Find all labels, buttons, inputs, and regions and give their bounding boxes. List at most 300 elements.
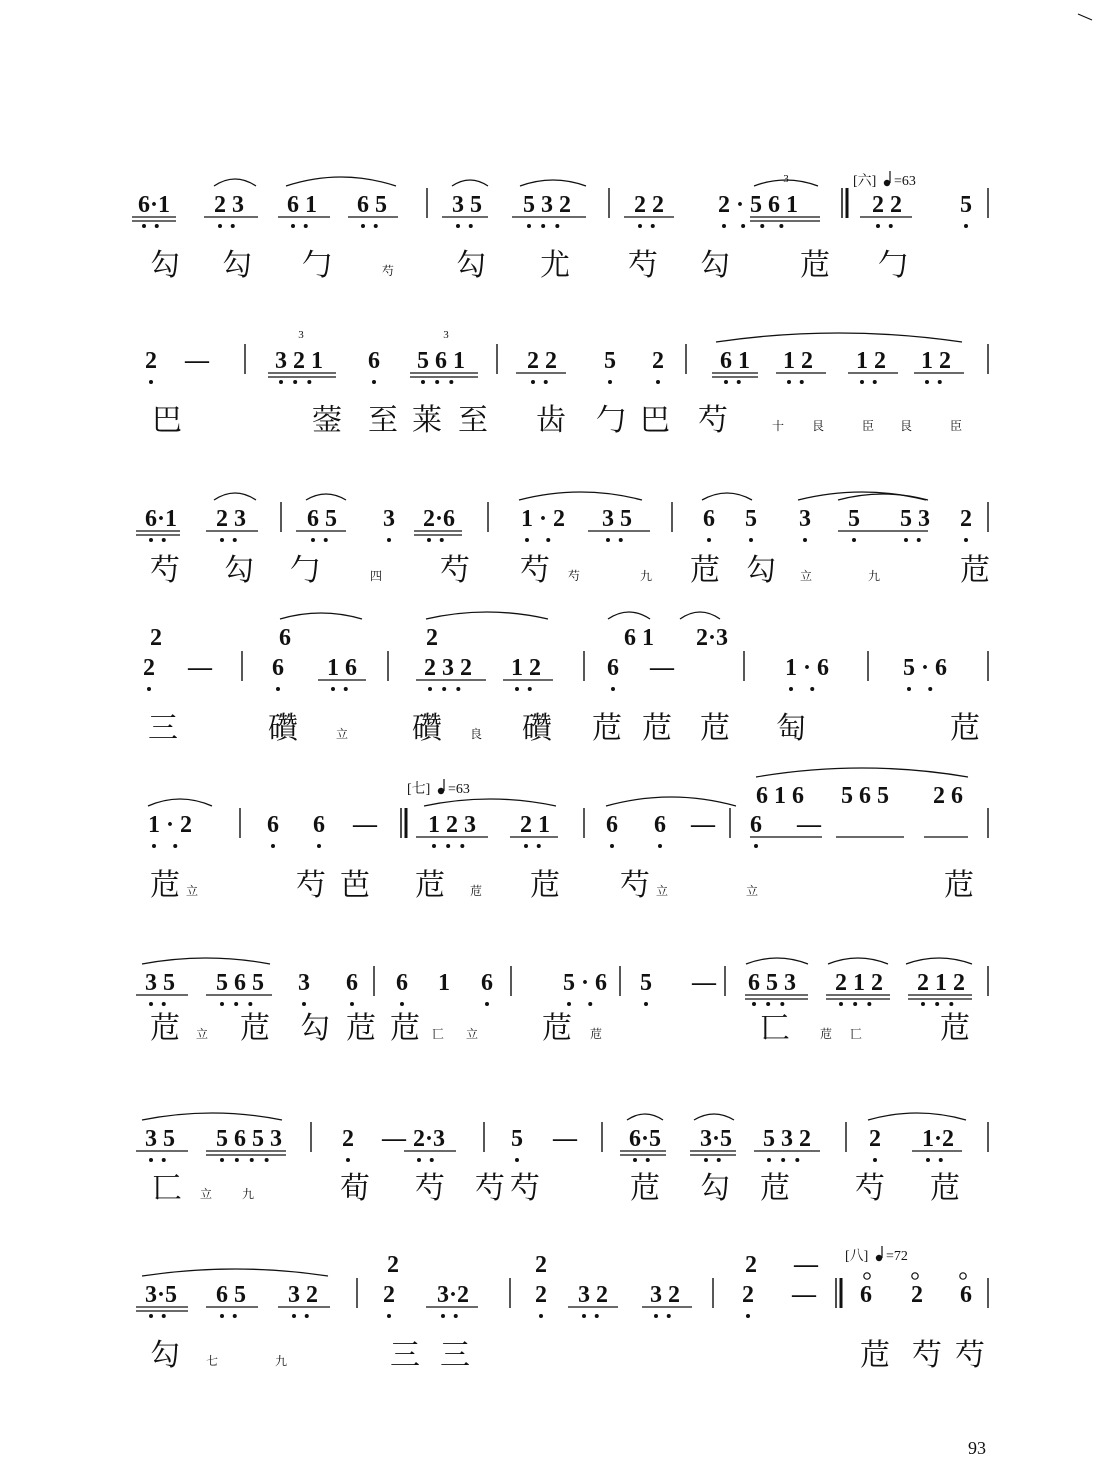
jianpu-note: 5 6 1 <box>417 348 465 374</box>
jianzi-tablature-char: 苊 <box>590 1027 603 1041</box>
jianpu-note: 2 3 2 <box>424 655 472 681</box>
jianzi-tablature-char: 苊 <box>960 553 990 588</box>
slur-arc <box>838 494 928 500</box>
jianpu-note: 2 2 <box>527 348 557 374</box>
upper-voice-note: 6 1 6 <box>756 783 804 809</box>
jianzi-tablature-char: 苊 <box>415 868 445 903</box>
octave-dot <box>302 1002 306 1006</box>
octave-dot <box>651 224 655 228</box>
jianzi-tablature-char: 勾 <box>746 553 776 588</box>
jianzi-tablature-char: 苊 <box>940 1011 970 1046</box>
octave-dot <box>149 380 153 384</box>
octave-dot <box>149 1314 153 1318</box>
octave-dot <box>250 1158 254 1162</box>
jianzi-tablature-char: 勹 <box>596 403 626 438</box>
octave-dot <box>610 844 614 848</box>
slur-arc <box>280 613 362 619</box>
jianpu-note: 6 <box>313 812 325 838</box>
octave-dot <box>749 538 753 542</box>
jianzi-tablature-char: 立 <box>746 884 759 898</box>
octave-dot <box>430 1158 434 1162</box>
jianzi-tablature-char: 立 <box>200 1187 213 1201</box>
triplet-mark: 3 <box>298 329 304 341</box>
jianpu-note: 2 1 <box>520 812 550 838</box>
jianpu-note: 3 2 1 <box>275 348 323 374</box>
jianzi-tablature-char: 勾 <box>456 248 486 283</box>
octave-dot <box>928 687 932 691</box>
jianpu-note: 1 <box>438 970 450 996</box>
upper-voice-note: 2 <box>150 625 162 651</box>
octave-dot <box>939 1158 943 1162</box>
octave-dot <box>925 380 929 384</box>
octave-dot <box>619 538 623 542</box>
jianpu-note: 3 2 <box>578 1282 608 1308</box>
jianpu-note: 2 <box>383 1282 395 1308</box>
jianzi-tablature-char: 臣 <box>862 419 875 433</box>
jianpu-note: 2·6 <box>423 506 456 532</box>
octave-dot <box>852 538 856 542</box>
octave-dot <box>220 1158 224 1162</box>
jianpu-note: 6 5 <box>307 506 337 532</box>
harmonic-circle <box>960 1273 966 1279</box>
slur-arc <box>142 1269 328 1276</box>
jianzi-tablature-char: 四 <box>370 569 383 583</box>
octave-dot <box>173 844 177 848</box>
octave-dot <box>152 844 156 848</box>
octave-dot <box>305 1314 309 1318</box>
jianzi-tablature-char: 立 <box>466 1027 479 1041</box>
jianzi-tablature-char: 齿 <box>536 403 566 438</box>
jianzi-tablature-char: 立 <box>656 884 669 898</box>
jianzi-tablature-char: 芍 <box>912 1338 942 1373</box>
jianpu-note: 2 <box>652 348 664 374</box>
jianpu-note: — <box>188 655 212 681</box>
harmonic-circle <box>864 1273 870 1279</box>
jianpu-note: 3 5 <box>145 1126 175 1152</box>
octave-dot <box>544 380 548 384</box>
jianpu-note: 1·2 <box>922 1126 955 1152</box>
jianzi-tablature-char: 匸 <box>850 1027 863 1041</box>
jianzi-tablature-char: 苊 <box>642 711 672 746</box>
jianpu-note: 6 1 <box>287 192 317 218</box>
jianzi-tablature-char: 苊 <box>944 868 974 903</box>
octave-dot <box>527 224 531 228</box>
jianpu-note: 1 · 6 <box>785 655 830 681</box>
jianzi-tablature-char: 苊 <box>690 553 720 588</box>
jianzi-tablature-char: 苊 <box>930 1171 960 1206</box>
octave-dot <box>162 538 166 542</box>
octave-dot <box>555 224 559 228</box>
quarter-note-icon <box>438 788 444 794</box>
jianpu-note: 3·5 <box>700 1126 733 1152</box>
octave-dot <box>155 224 159 228</box>
upper-voice-note: 6 1 <box>624 625 654 651</box>
octave-dot <box>644 1002 648 1006</box>
slur-arc <box>702 493 752 500</box>
octave-dot <box>220 1002 224 1006</box>
tempo-value: =63 <box>894 174 916 189</box>
octave-dot <box>387 538 391 542</box>
jianpu-note: 3 5 <box>452 192 482 218</box>
octave-dot <box>803 538 807 542</box>
jianzi-tablature-char: 勾 <box>700 248 730 283</box>
octave-dot <box>515 687 519 691</box>
octave-dot <box>810 687 814 691</box>
octave-dot <box>779 224 783 228</box>
jianzi-tablature-char: 十 <box>772 419 785 433</box>
octave-dot <box>541 224 545 228</box>
jianpu-note: 5 <box>640 970 652 996</box>
slur-arc <box>519 492 642 500</box>
jianzi-tablature-char: 芍 <box>382 264 395 278</box>
octave-dot <box>248 1002 252 1006</box>
jianzi-tablature-char: 立 <box>196 1027 209 1041</box>
jianzi-tablature-char: 勹 <box>302 248 332 283</box>
octave-dot <box>291 224 295 228</box>
octave-dot <box>741 224 745 228</box>
scan-corner-mark <box>1078 14 1092 20</box>
slur-arc <box>606 797 736 806</box>
jianpu-note: 2 <box>535 1282 547 1308</box>
octave-dot <box>515 1158 519 1162</box>
jianpu-note: 2 1 2 <box>917 970 965 996</box>
octave-dot <box>876 224 880 228</box>
jianpu-note: — <box>650 655 674 681</box>
octave-dot <box>531 380 535 384</box>
octave-dot <box>867 1002 871 1006</box>
jianzi-tablature-char: 匸 <box>432 1027 445 1041</box>
octave-dot <box>767 1158 771 1162</box>
octave-dot <box>754 844 758 848</box>
jianpu-note: 2 <box>342 1126 354 1152</box>
octave-dot <box>317 844 321 848</box>
jianpu-note: 6 1 <box>720 348 750 374</box>
jianzi-tablature-char: 勾 <box>222 248 252 283</box>
jianpu-note: 3 <box>298 970 310 996</box>
octave-dot <box>344 687 348 691</box>
jianpu-note: 6 <box>267 812 279 838</box>
octave-dot <box>717 1158 721 1162</box>
jianpu-note: 2 1 2 <box>835 970 883 996</box>
octave-dot <box>537 844 541 848</box>
octave-dot <box>456 224 460 228</box>
jianpu-note: 2·3 <box>413 1126 446 1152</box>
octave-dot <box>454 1314 458 1318</box>
jianzi-tablature-char: 苊 <box>950 711 980 746</box>
page-number: 93 <box>968 1438 986 1458</box>
jianpu-note: 6 <box>750 812 762 838</box>
octave-dot <box>417 1158 421 1162</box>
jianzi-tablature-char: 九 <box>275 1354 288 1368</box>
octave-dot <box>654 1314 658 1318</box>
upper-voice-note: 2·3 <box>696 625 729 651</box>
octave-dot <box>800 380 804 384</box>
octave-dot <box>926 1158 930 1162</box>
slur-arc <box>306 494 346 500</box>
octave-dot <box>350 1002 354 1006</box>
octave-dot <box>746 1314 750 1318</box>
slur-arc <box>142 958 270 964</box>
octave-dot <box>279 380 283 384</box>
jianpu-note: 1 · 2 <box>148 812 193 838</box>
jianzi-tablature-char: 芍 <box>510 1171 540 1206</box>
jianpu-note: 2 <box>869 1126 881 1152</box>
jianpu-note: 2 3 <box>214 192 244 218</box>
jianzi-tablature-char: 艮 <box>812 419 825 433</box>
octave-dot <box>449 380 453 384</box>
jianzi-tablature-char: 荀 <box>340 1171 370 1206</box>
jianzi-tablature-char: 苊 <box>592 711 622 746</box>
octave-dot <box>539 1314 543 1318</box>
jianzi-tablature-char: 芍 <box>698 403 728 438</box>
octave-dot <box>646 1158 650 1162</box>
octave-dot <box>595 1314 599 1318</box>
octave-dot <box>372 380 376 384</box>
octave-dot <box>737 380 741 384</box>
jianpu-note: 1 2 <box>783 348 813 374</box>
octave-dot <box>218 224 222 228</box>
jianzi-tablature-char: 芍 <box>520 553 550 588</box>
jianzi-tablature-char: 蓥 <box>312 403 342 438</box>
jianzi-tablature-char: 苊 <box>820 1027 833 1041</box>
octave-dot <box>331 687 335 691</box>
jianpu-note: 5 3 2 <box>763 1126 811 1152</box>
jianpu-note: 1 2 <box>856 348 886 374</box>
octave-dot <box>427 538 431 542</box>
jianzi-tablature-char: 苊 <box>390 1011 420 1046</box>
octave-dot <box>656 380 660 384</box>
quarter-note-icon <box>876 1255 882 1261</box>
octave-dot <box>525 538 529 542</box>
jianzi-tablature-char: 三 <box>390 1338 420 1373</box>
jianzi-tablature-char: 勾 <box>300 1011 330 1046</box>
octave-dot <box>271 844 275 848</box>
octave-dot <box>608 380 612 384</box>
octave-dot <box>346 1158 350 1162</box>
jianzi-tablature-char: 九 <box>868 569 881 583</box>
slur-arc <box>214 493 256 500</box>
slur-arc <box>906 958 972 964</box>
jianzi-tablature-char: 礸 <box>522 711 552 746</box>
jianpu-note: — <box>692 970 716 996</box>
jianpu-note: 2 2 <box>872 192 902 218</box>
octave-dot <box>460 844 464 848</box>
slur-arc <box>286 177 396 186</box>
octave-dot <box>292 1314 296 1318</box>
octave-dot <box>752 1002 756 1006</box>
octave-dot <box>220 1314 224 1318</box>
jianpu-note: 6·1 <box>145 506 178 532</box>
jianpu-note: 3 <box>383 506 395 532</box>
slur-arc <box>680 612 720 619</box>
jianzi-tablature-char: 良 <box>470 727 483 741</box>
jianzi-tablature-char: 苊 <box>470 884 483 898</box>
octave-dot <box>766 1002 770 1006</box>
jianzi-tablature-char: 苊 <box>860 1338 890 1373</box>
section-marker: [八] <box>845 1249 869 1264</box>
octave-dot <box>307 380 311 384</box>
harmonic-circle <box>912 1273 918 1279</box>
jianzi-tablature-char: 芍 <box>568 569 581 583</box>
octave-dot <box>722 224 726 228</box>
jianpu-note: 6 <box>396 970 408 996</box>
jianzi-tablature-char: 勾 <box>150 1338 180 1373</box>
octave-dot <box>374 224 378 228</box>
slur-arc <box>214 179 256 186</box>
jianzi-tablature-char: 至 <box>368 403 398 438</box>
jianpu-note: 6 <box>960 1282 972 1308</box>
jianzi-tablature-char: 三 <box>148 711 178 746</box>
octave-dot <box>456 687 460 691</box>
octave-dot <box>149 1002 153 1006</box>
octave-dot <box>588 1002 592 1006</box>
slur-arc <box>148 799 212 806</box>
jianpu-note: — <box>553 1126 577 1152</box>
jianzi-tablature-char: 尤 <box>540 248 570 283</box>
slur-arc <box>426 612 548 619</box>
slur-arc <box>142 1113 282 1120</box>
jianzi-tablature-char: 苊 <box>240 1011 270 1046</box>
jianpu-note: 2 <box>143 655 155 681</box>
octave-dot <box>387 1314 391 1318</box>
octave-dot <box>611 687 615 691</box>
jianpu-note: 5 <box>745 506 757 532</box>
slur-arc <box>627 1114 663 1120</box>
octave-dot <box>667 1314 671 1318</box>
jianzi-tablature-char: 三 <box>440 1338 470 1373</box>
octave-dot <box>234 1002 238 1006</box>
jianzi-tablature-char: 苊 <box>630 1171 660 1206</box>
jianpu-note: 5 <box>511 1126 523 1152</box>
upper-voice-note: — <box>794 1252 818 1278</box>
jianpu-note: 6·1 <box>138 192 171 218</box>
jianpu-note: 6 <box>606 812 618 838</box>
triplet-mark: 3 <box>783 173 789 185</box>
jianpu-note: 1 2 3 <box>428 812 476 838</box>
jianzi-tablature-char: 苊 <box>800 248 830 283</box>
jianpu-note: 3 2 <box>288 1282 318 1308</box>
octave-dot <box>293 380 297 384</box>
octave-dot <box>162 1314 166 1318</box>
octave-dot <box>760 224 764 228</box>
octave-dot <box>964 224 968 228</box>
octave-dot <box>658 844 662 848</box>
octave-dot <box>964 538 968 542</box>
jianzi-tablature-char: 立 <box>336 727 349 741</box>
octave-dot <box>428 687 432 691</box>
jianpu-note: 5 · 6 <box>903 655 948 681</box>
octave-dot <box>400 1002 404 1006</box>
jianpu-note: 5 <box>848 506 860 532</box>
octave-dot <box>567 1002 571 1006</box>
octave-dot <box>860 380 864 384</box>
jianzi-tablature-char: 苊 <box>150 1011 180 1046</box>
jianzi-tablature-char: 勹 <box>290 553 320 588</box>
jianpu-note: — <box>792 1282 816 1308</box>
jianpu-note: 2 <box>742 1282 754 1308</box>
jianzi-tablature-char: 苊 <box>150 868 180 903</box>
jianzi-tablature-char: 勹 <box>878 248 908 283</box>
jianzi-tablature-char: 勾 <box>224 553 254 588</box>
jianpu-note: 5 6 5 3 <box>216 1126 282 1152</box>
jianzi-tablature-char: 芍 <box>955 1338 985 1373</box>
octave-dot <box>162 1002 166 1006</box>
octave-dot <box>324 538 328 542</box>
jianzi-tablature-char: 苊 <box>542 1011 572 1046</box>
octave-dot <box>149 1158 153 1162</box>
jianpu-note: 1 2 <box>511 655 541 681</box>
octave-dot <box>781 1158 785 1162</box>
octave-dot <box>311 538 315 542</box>
jianpu-note: 1 · 2 <box>521 506 566 532</box>
octave-dot <box>446 844 450 848</box>
octave-dot <box>142 224 146 228</box>
slur-arc <box>746 958 808 964</box>
octave-dot <box>938 380 942 384</box>
jianpu-note: — <box>185 348 209 374</box>
octave-dot <box>546 538 550 542</box>
octave-dot <box>921 1002 925 1006</box>
jianpu-note: 3 <box>799 506 811 532</box>
quarter-note-icon <box>884 180 890 186</box>
octave-dot <box>707 538 711 542</box>
jianzi-tablature-char: 臣 <box>950 419 963 433</box>
jianzi-tablature-char: 礸 <box>412 711 442 746</box>
jianpu-note: 6 5 <box>216 1282 246 1308</box>
octave-dot <box>231 224 235 228</box>
jianzi-tablature-char: 苊 <box>530 868 560 903</box>
jianzi-tablature-char: 芍 <box>415 1171 445 1206</box>
octave-dot <box>853 1002 857 1006</box>
jianpu-note: 1 2 <box>921 348 951 374</box>
jianzi-tablature-char: 巴 <box>152 403 182 438</box>
jianpu-note: 6 <box>346 970 358 996</box>
octave-dot <box>276 687 280 691</box>
jianpu-note: 5 <box>604 348 616 374</box>
jianzi-tablature-char: 芍 <box>440 553 470 588</box>
jianpu-note: 3 5 <box>145 970 175 996</box>
jianzi-tablature-char: 苊 <box>700 711 730 746</box>
octave-dot <box>220 538 224 542</box>
slur-arc <box>424 799 556 806</box>
jianzi-tablature-char: 芍 <box>296 868 326 903</box>
jianzi-tablature-char: 莱 <box>412 403 442 438</box>
octave-dot <box>889 224 893 228</box>
jianpu-note: — <box>382 1126 406 1152</box>
jianpu-note: 6 <box>607 655 619 681</box>
octave-dot <box>524 844 528 848</box>
jianzi-tablature-char: 艮 <box>900 419 913 433</box>
jianpu-note: 3 5 <box>602 506 632 532</box>
jianpu-note: 6 <box>481 970 493 996</box>
jianzi-tablature-char: 匸 <box>152 1171 182 1206</box>
jianpu-note: 6 5 3 <box>748 970 796 996</box>
octave-dot <box>795 1158 799 1162</box>
slur-arc <box>694 1114 734 1120</box>
jianzi-tablature-char: 芍 <box>150 553 180 588</box>
octave-dot <box>638 224 642 228</box>
tempo-value: =63 <box>448 782 470 797</box>
octave-dot <box>233 538 237 542</box>
octave-dot <box>304 224 308 228</box>
slur-arc <box>716 333 962 342</box>
upper-voice-note: 5 6 5 <box>841 783 889 809</box>
octave-dot <box>265 1158 269 1162</box>
jianpu-note: 6 5 <box>357 192 387 218</box>
octave-dot <box>528 687 532 691</box>
jianpu-note: 5 <box>960 192 972 218</box>
octave-dot <box>440 538 444 542</box>
